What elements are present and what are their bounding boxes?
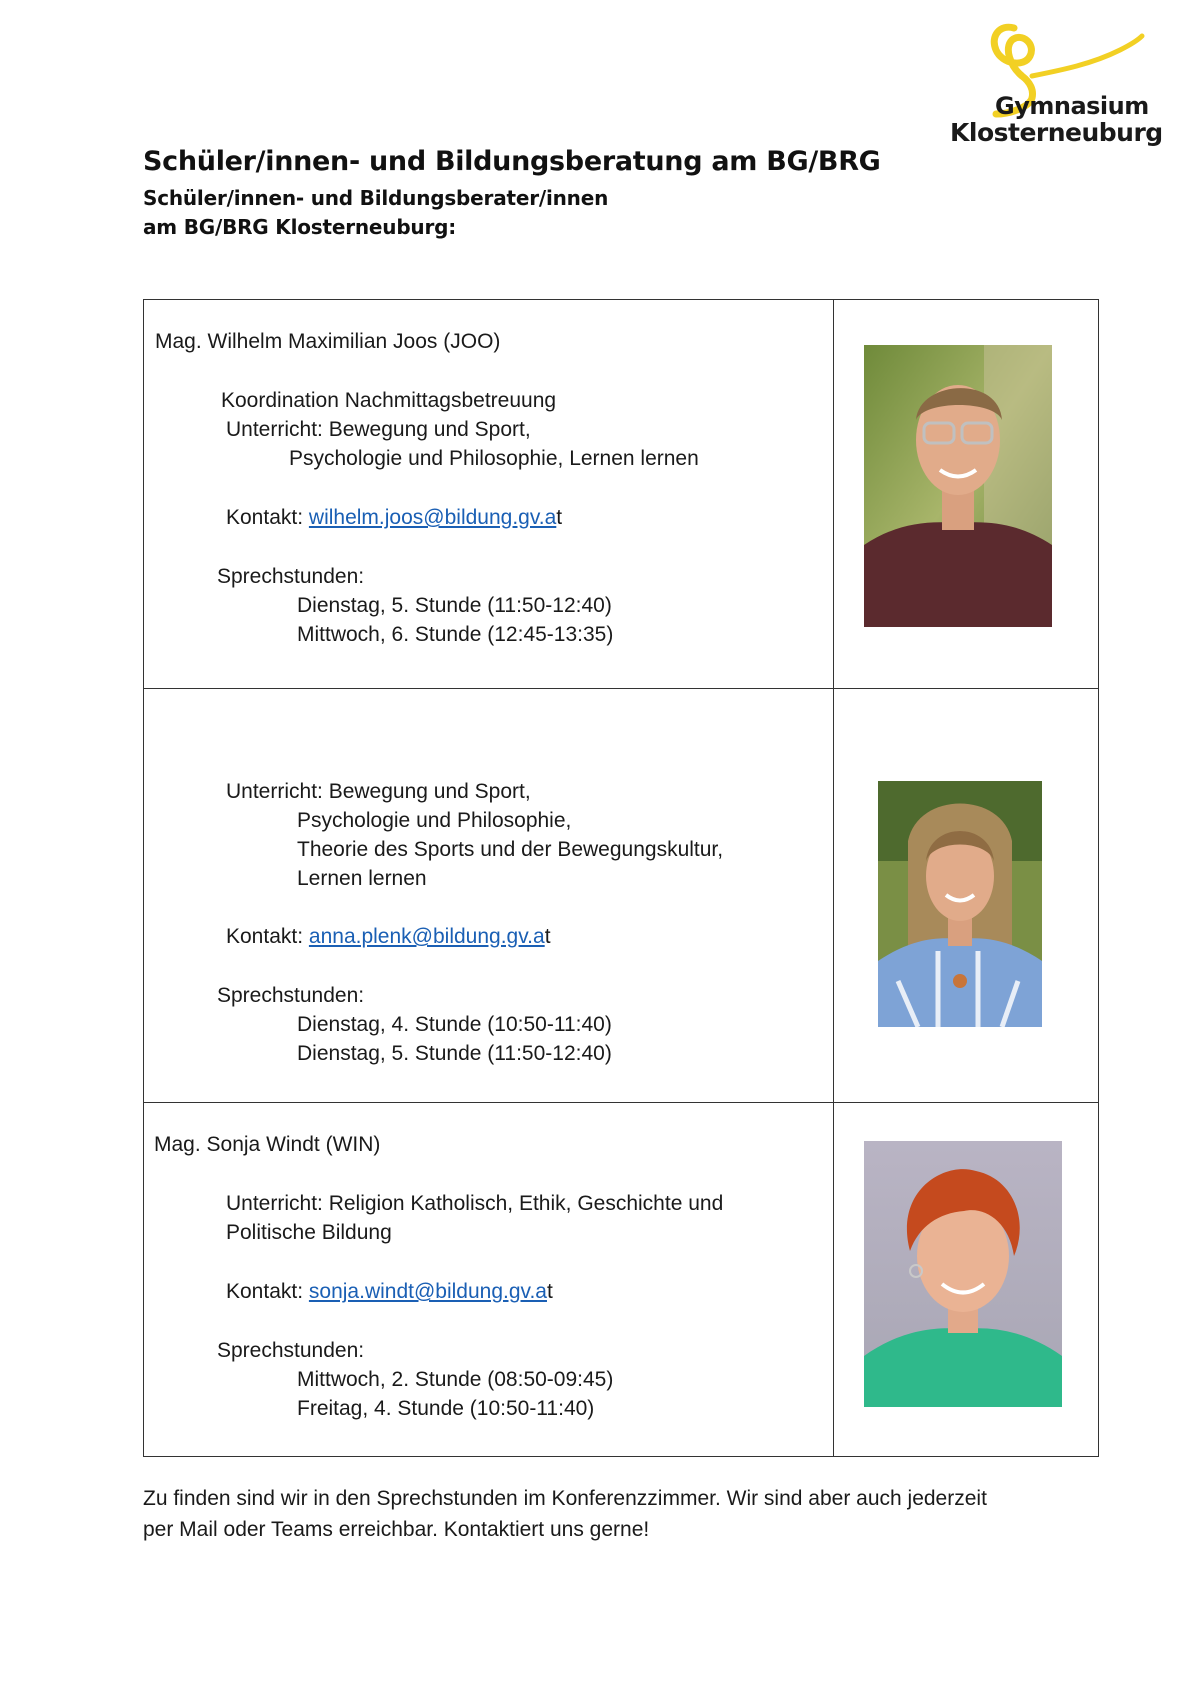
office-hours-slot: Mittwoch, 2. Stunde (08:50-09:45) — [297, 1368, 614, 1391]
advisor-subjects-cont: Lernen lernen — [297, 867, 427, 890]
advisor-subjects: Unterricht: Religion Katholisch, Ethik, Geschichte und — [226, 1192, 724, 1215]
advisor-contact — [226, 925, 551, 949]
contact-label: Kontakt: — [226, 925, 304, 948]
office-hours-label: Sprechstunden: — [217, 565, 365, 588]
advisor-contact — [226, 1280, 553, 1304]
advisors-table — [143, 299, 1099, 1457]
advisor-photo — [878, 781, 1042, 1027]
email-tail: t — [556, 506, 563, 529]
advisor-name: Mag. Wilhelm Maximilian Joos (JOO) — [155, 330, 501, 353]
advisor-info-cell — [144, 689, 834, 1102]
advisor-contact — [226, 506, 562, 530]
logo-text-klosterneuburg: Klosterneuburg — [950, 118, 1163, 147]
advisor-subjects-cont: Psychologie und Philosophie, Lernen lernen — [289, 447, 699, 470]
advisor-subjects: Unterricht: Bewegung und Sport, — [226, 418, 531, 441]
advisor-subjects: Unterricht: Bewegung und Sport, — [226, 780, 531, 803]
advisor-subjects-cont: Politische Bildung — [226, 1221, 392, 1244]
advisor-photo-cell — [834, 689, 1098, 1102]
email-link[interactable]: anna.plenk@bildung.gv.a — [308, 925, 545, 948]
contact-label: Kontakt: — [226, 1280, 304, 1303]
logo-text-gymnasium: Gymnasium — [995, 92, 1149, 120]
advisor-info-cell — [144, 300, 834, 688]
advisor-subjects-cont: Theorie des Sports und der Bewegungskultur, — [297, 838, 724, 861]
advisor-row — [144, 1102, 1098, 1456]
advisor-photo — [864, 1141, 1062, 1407]
office-hours-slot: Dienstag, 4. Stunde (10:50-11:40) — [297, 1013, 612, 1036]
office-hours-slot: Mittwoch, 6. Stunde (12:45-13:35) — [297, 623, 614, 646]
office-hours-label: Sprechstunden: — [217, 1339, 365, 1362]
page-subtitle: Schüler/innen- und Bildungsberater/innen — [143, 186, 609, 210]
footer-text-2: per Mail oder Teams erreichbar. Kontaktiert uns gerne! — [143, 1518, 650, 1541]
office-hours-slot: Freitag, 4. Stunde (10:50-11:40) — [297, 1397, 595, 1420]
page-title: Schüler/innen- und Bildungsberatung am BG/BRG — [143, 146, 881, 177]
office-hours-label: Sprechstunden: — [217, 984, 365, 1007]
advisor-name: Mag. Sonja Windt (WIN) — [154, 1133, 381, 1156]
advisor-info-cell — [144, 1103, 834, 1456]
advisor-photo-cell — [834, 300, 1098, 688]
contact-label: Kontakt: — [226, 506, 304, 529]
advisor-role: Koordination Nachmittagsbetreuung — [221, 389, 557, 412]
page-subtitle-2: am BG/BRG Klosterneuburg: — [143, 215, 457, 239]
email-link[interactable]: wilhelm.joos@bildung.gv.a — [308, 506, 557, 529]
email-tail: t — [544, 925, 551, 948]
advisor-photo-cell — [834, 1103, 1098, 1456]
advisor-row — [144, 300, 1098, 688]
advisor-row — [144, 688, 1098, 1102]
email-link[interactable]: sonja.windt@bildung.gv.a — [308, 1280, 547, 1303]
advisor-photo — [864, 345, 1052, 627]
email-tail: t — [546, 1280, 553, 1303]
office-hours-slot: Dienstag, 5. Stunde (11:50-12:40) — [297, 594, 612, 617]
office-hours-slot: Dienstag, 5. Stunde (11:50-12:40) — [297, 1042, 612, 1065]
footer-text: Zu finden sind wir in den Sprechstunden im Konferenzzimmer. Wir sind aber auch jederzeit — [143, 1487, 987, 1510]
advisor-subjects-cont: Psychologie und Philosophie, — [297, 809, 572, 832]
